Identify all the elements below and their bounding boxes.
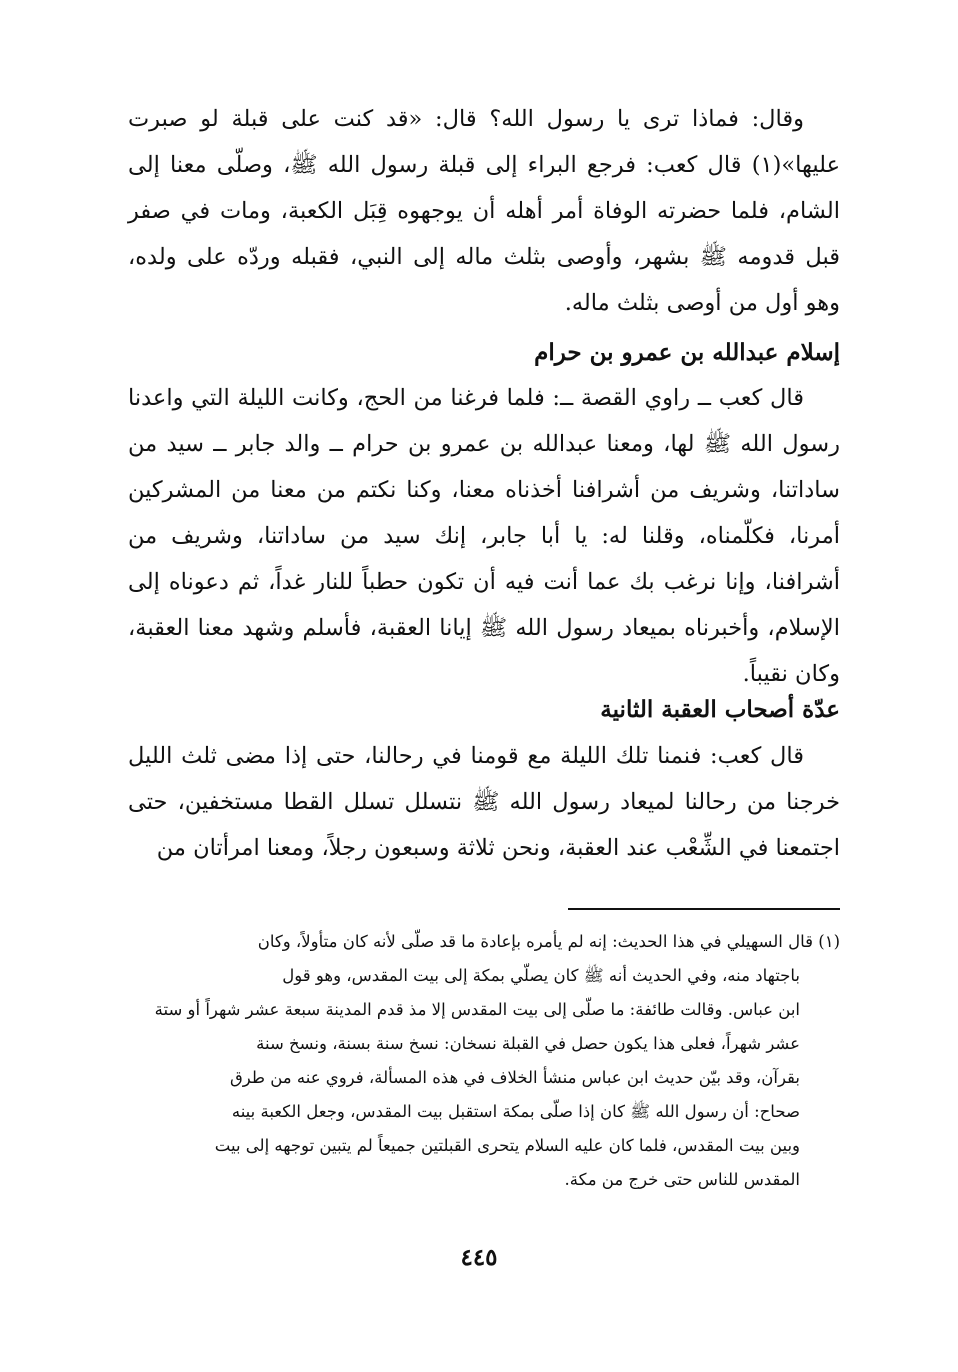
paragraph-text: وقال: فماذا ترى يا رسول الله؟ قال: «قد كنت على قبلة لو صبرت عليها»(١) قال كعب: فرجع البراء إلى قبلة رسول الله ﷺ، وصلّى معنا إلى الشام، فلما حضرته الوفاة أمر أهله أن يوجهوه قِبَل الكعبة، ومات في صفر قبل قدومه ﷺ بشهر، وأوصى بثلث ماله إلى النبي، فقبله وردّه على ولده، وهو أول من أوصى بثلث ماله. bbox=[128, 106, 840, 316]
footnote-line: بقرآن، وقد بيّن حديث ابن عباس منشأ الخلاف في هذه المسألة، فروي عنه من طرق bbox=[229, 1068, 800, 1087]
section-heading-aqaba bbox=[128, 690, 840, 730]
footnote-line: صحاح: أن رسول الله ﷺ كان إذا صلّى بمكة استقبل بيت المقدس، وجعل الكعبة بينه bbox=[231, 1102, 800, 1121]
footnote bbox=[128, 925, 840, 1197]
footnote-line: عشر شهراً، فعلى هذا يكون حصل في القبلة نسخان: نسخ سنة بسنة، ونسخ سنة bbox=[256, 1034, 800, 1053]
paragraph-text: قال كعب: فنمنا تلك الليلة مع قومنا في رحالنا، حتى إذا مضى ثلث الليل خرجنا من رحالنا لميعاد رسول الله ﷺ نتسلل تسلل القطا مستخفين، حتى اجتمعنا في الشِّعْب عند العقبة، ونحن ثلاثة وسبعون رجلاً، ومعنا امرأتان من bbox=[128, 743, 840, 861]
footnote-line: المقدس للناس حتى خرج من مكة. bbox=[564, 1170, 800, 1189]
paragraph-aqaba-count bbox=[128, 733, 840, 871]
footnote-line: (١) قال السهيلي في هذا الحديث: إنه لم يأمره بإعادة ما قد صلّى لأنه كان متأولاً، وكان bbox=[257, 932, 840, 951]
section-heading-text: عدّة أصحاب العقبة الثانية bbox=[600, 696, 840, 723]
footnote-divider bbox=[568, 908, 840, 910]
page-number: ٤٤٥ bbox=[460, 1244, 498, 1271]
footnote-line: باجتهاد منه، وفي الحديث أنه ﷺ كان يصلّي بمكة إلى بيت المقدس، وهو قول bbox=[282, 966, 800, 985]
paragraph-bara-qibla bbox=[128, 96, 840, 326]
paragraph-abdullah-islam bbox=[128, 375, 840, 697]
section-heading-abdullah bbox=[128, 333, 840, 373]
footnote-line: وبين بيت المقدس، فلما كان عليه السلام يتحرى القبلتين جميعاً لم يتبين توجهه إلى بيت bbox=[214, 1136, 800, 1155]
footnote-line: ابن عباس. وقالت طائفة: ما صلّى إلى بيت المقدس إلا مذ قدم المدينة سبعة عشر شهراً أو ستة bbox=[154, 1000, 800, 1019]
section-heading-text: إسلام عبدالله بن عمرو بن حرام bbox=[534, 339, 840, 366]
paragraph-text: قال كعب ــ راوي القصة ــ: فلما فرغنا من الحج، وكانت الليلة التي واعدنا رسول الله ﷺ لها، ومعنا عبدالله بن عمرو بن حرام ــ والد جابر ــ سيد من ساداتنا، وشريف من أشرافنا أخذناه معنا، وكنا نكتم من معنا من المشركين أمرنا، فكلّمناه، وقلنا له: يا أبا جابر، إنك سيد من ساداتنا، وشريف من أشرافنا، وإنا نرغب بك عما أنت فيه أن تكون حطباً للنار غداً، ثم دعوناه إلى الإسلام، وأخبرناه بميعاد رسول الله ﷺ إيانا العقبة، فأسلم وشهد معنا العقبة، وكان نقيباً. bbox=[128, 385, 840, 687]
